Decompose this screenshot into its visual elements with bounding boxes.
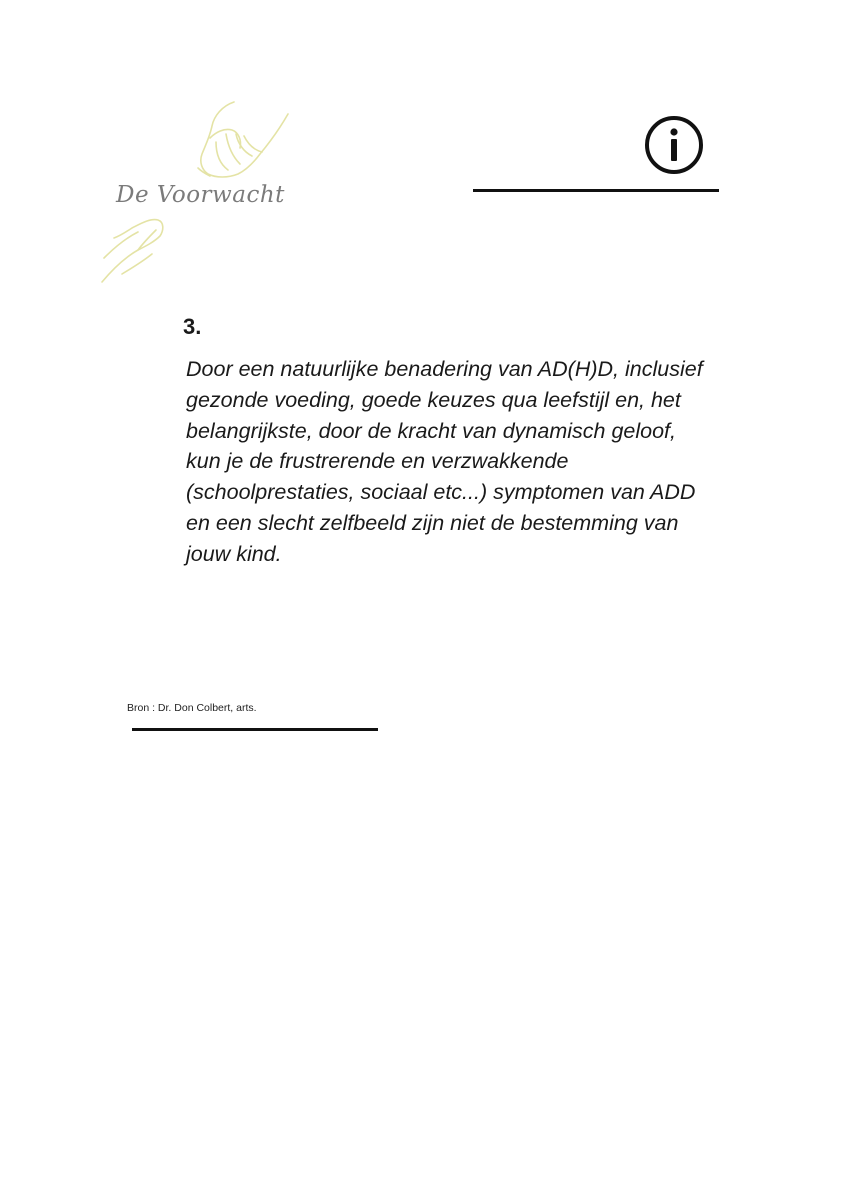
footer-divider	[132, 728, 378, 731]
quote-line: kun je de frustrerende en verzwakkende	[186, 449, 569, 474]
quote-line: gezonde voeding, goede keuzes qua leefstijl en, het	[186, 387, 681, 412]
logo-brand-text: De Voorwacht	[116, 182, 285, 208]
quote-line: belangrijkste, door de kracht van dynamisch geloof,	[186, 418, 676, 443]
quote-line: en een slecht zelfbeeld zijn niet de bestemming van	[186, 510, 679, 535]
info-icon	[644, 115, 704, 175]
source-citation: Bron : Dr. Don Colbert, arts.	[127, 702, 257, 714]
quote-line: (schoolprestaties, sociaal etc...) symptomen van ADD	[186, 480, 696, 505]
quote-line: Door een natuurlijke benadering van AD(H)D, inclusief	[186, 357, 703, 381]
header-divider	[473, 189, 719, 192]
section-number: 3.	[183, 314, 202, 339]
logo	[98, 98, 298, 288]
quote-text	[186, 354, 726, 570]
quote-line: jouw kind.	[186, 541, 282, 566]
